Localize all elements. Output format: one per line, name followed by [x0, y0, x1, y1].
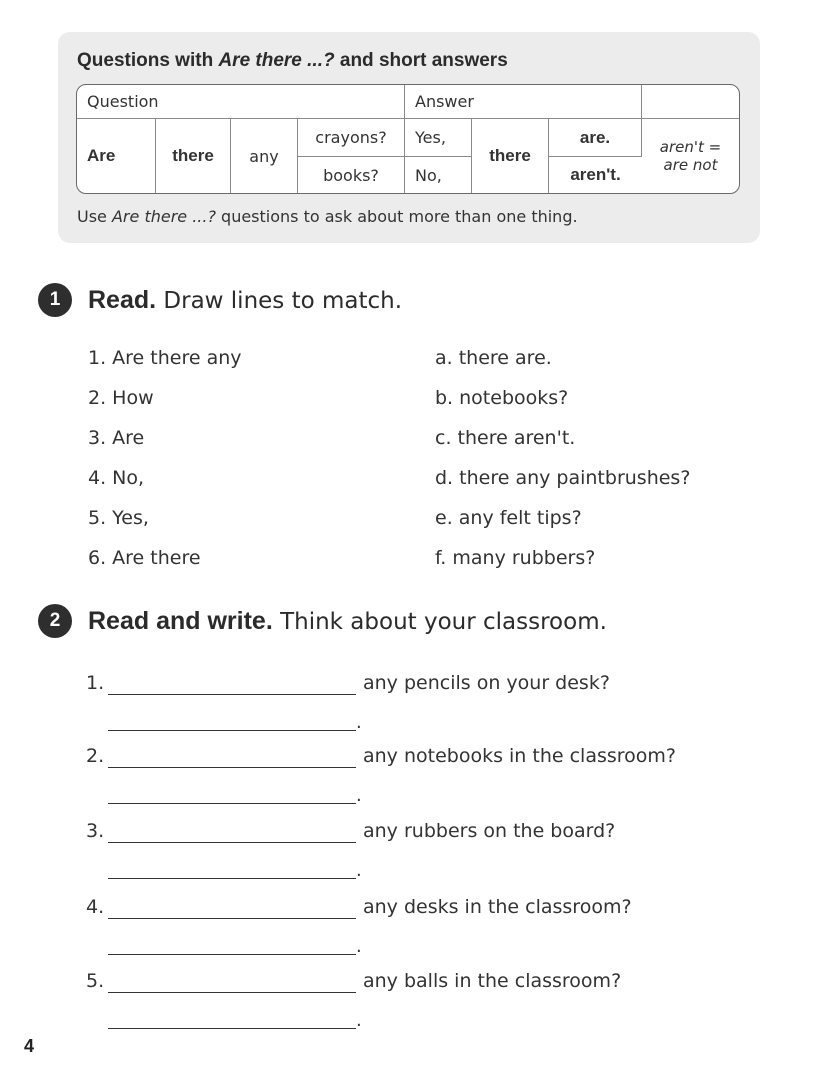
answer-blank[interactable] — [108, 954, 356, 955]
header-empty — [642, 85, 739, 119]
full-stop: . — [356, 712, 362, 733]
write-item-number: 3. — [86, 820, 105, 842]
write-item-number: 5. — [86, 970, 105, 992]
match-left-3[interactable]: 3. Are — [88, 427, 145, 449]
answer-blank[interactable] — [108, 767, 356, 768]
grammar-title: Questions with Are there ...? and short answers — [77, 50, 508, 71]
write-item-number: 4. — [86, 896, 105, 918]
match-right-a[interactable]: a. there are. — [435, 347, 552, 369]
write-item-text: any notebooks in the classroom? — [363, 745, 677, 767]
answer-blank[interactable] — [108, 803, 356, 804]
header-answer: Answer — [405, 85, 642, 119]
full-stop: . — [356, 860, 362, 881]
exercise1-heading — [38, 283, 402, 317]
header-question: Question — [77, 85, 405, 119]
usage-note: Use Are there ...? questions to ask about more than one thing. — [77, 207, 578, 226]
cell-are-answer: are. — [549, 119, 642, 157]
cell-any: any — [231, 119, 298, 193]
answer-blank[interactable] — [108, 1028, 356, 1029]
full-stop: . — [356, 1010, 362, 1031]
grammar-table — [76, 84, 740, 194]
cell-there-answer: there — [472, 119, 549, 193]
page-number: 4 — [24, 1036, 35, 1056]
match-right-e[interactable]: e. any felt tips? — [435, 507, 582, 529]
answer-blank[interactable] — [108, 992, 356, 993]
write-item-text: any pencils on your desk? — [363, 672, 610, 694]
grammar-box — [58, 32, 760, 243]
cell-yes: Yes, — [405, 119, 472, 157]
exercise2-number-badge: 2 — [38, 604, 72, 638]
match-right-b[interactable]: b. notebooks? — [435, 387, 569, 409]
match-right-f[interactable]: f. many rubbers? — [435, 547, 596, 569]
answer-blank[interactable] — [108, 842, 356, 843]
cell-there: there — [156, 119, 231, 193]
full-stop: . — [356, 785, 362, 806]
cell-books: books? — [298, 157, 405, 193]
match-right-c[interactable]: c. there aren't. — [435, 427, 576, 449]
match-left-1[interactable]: 1. Are there any — [88, 347, 242, 369]
answer-blank[interactable] — [108, 694, 356, 695]
cell-crayons: crayons? — [298, 119, 405, 157]
match-left-5[interactable]: 5. Yes, — [88, 507, 149, 529]
full-stop: . — [356, 936, 362, 957]
cell-arent-answer: aren't. — [570, 165, 621, 184]
exercise2-heading — [38, 604, 607, 638]
cell-note: aren't = are not — [659, 138, 722, 174]
match-left-2[interactable]: 2. How — [88, 387, 154, 409]
match-right-d[interactable]: d. there any paintbrushes? — [435, 467, 691, 489]
write-item-text: any rubbers on the board? — [363, 820, 616, 842]
write-item-number: 2. — [86, 745, 105, 767]
write-item-text: any balls in the classroom? — [363, 970, 622, 992]
match-left-4[interactable]: 4. No, — [88, 467, 145, 489]
answer-blank[interactable] — [108, 918, 356, 919]
match-left-6[interactable]: 6. Are there — [88, 547, 201, 569]
cell-are: Are — [77, 119, 156, 193]
exercise1-title: Read. Draw lines to match. — [88, 285, 403, 314]
write-item-number: 1. — [86, 672, 105, 694]
answer-blank[interactable] — [108, 730, 356, 731]
write-item-text: any desks in the classroom? — [363, 896, 632, 918]
exercise1-number-badge: 1 — [38, 283, 72, 317]
exercise2-title: Read and write. Think about your classroom. — [88, 606, 607, 635]
cell-no: No, — [405, 157, 472, 193]
answer-blank[interactable] — [108, 878, 356, 879]
